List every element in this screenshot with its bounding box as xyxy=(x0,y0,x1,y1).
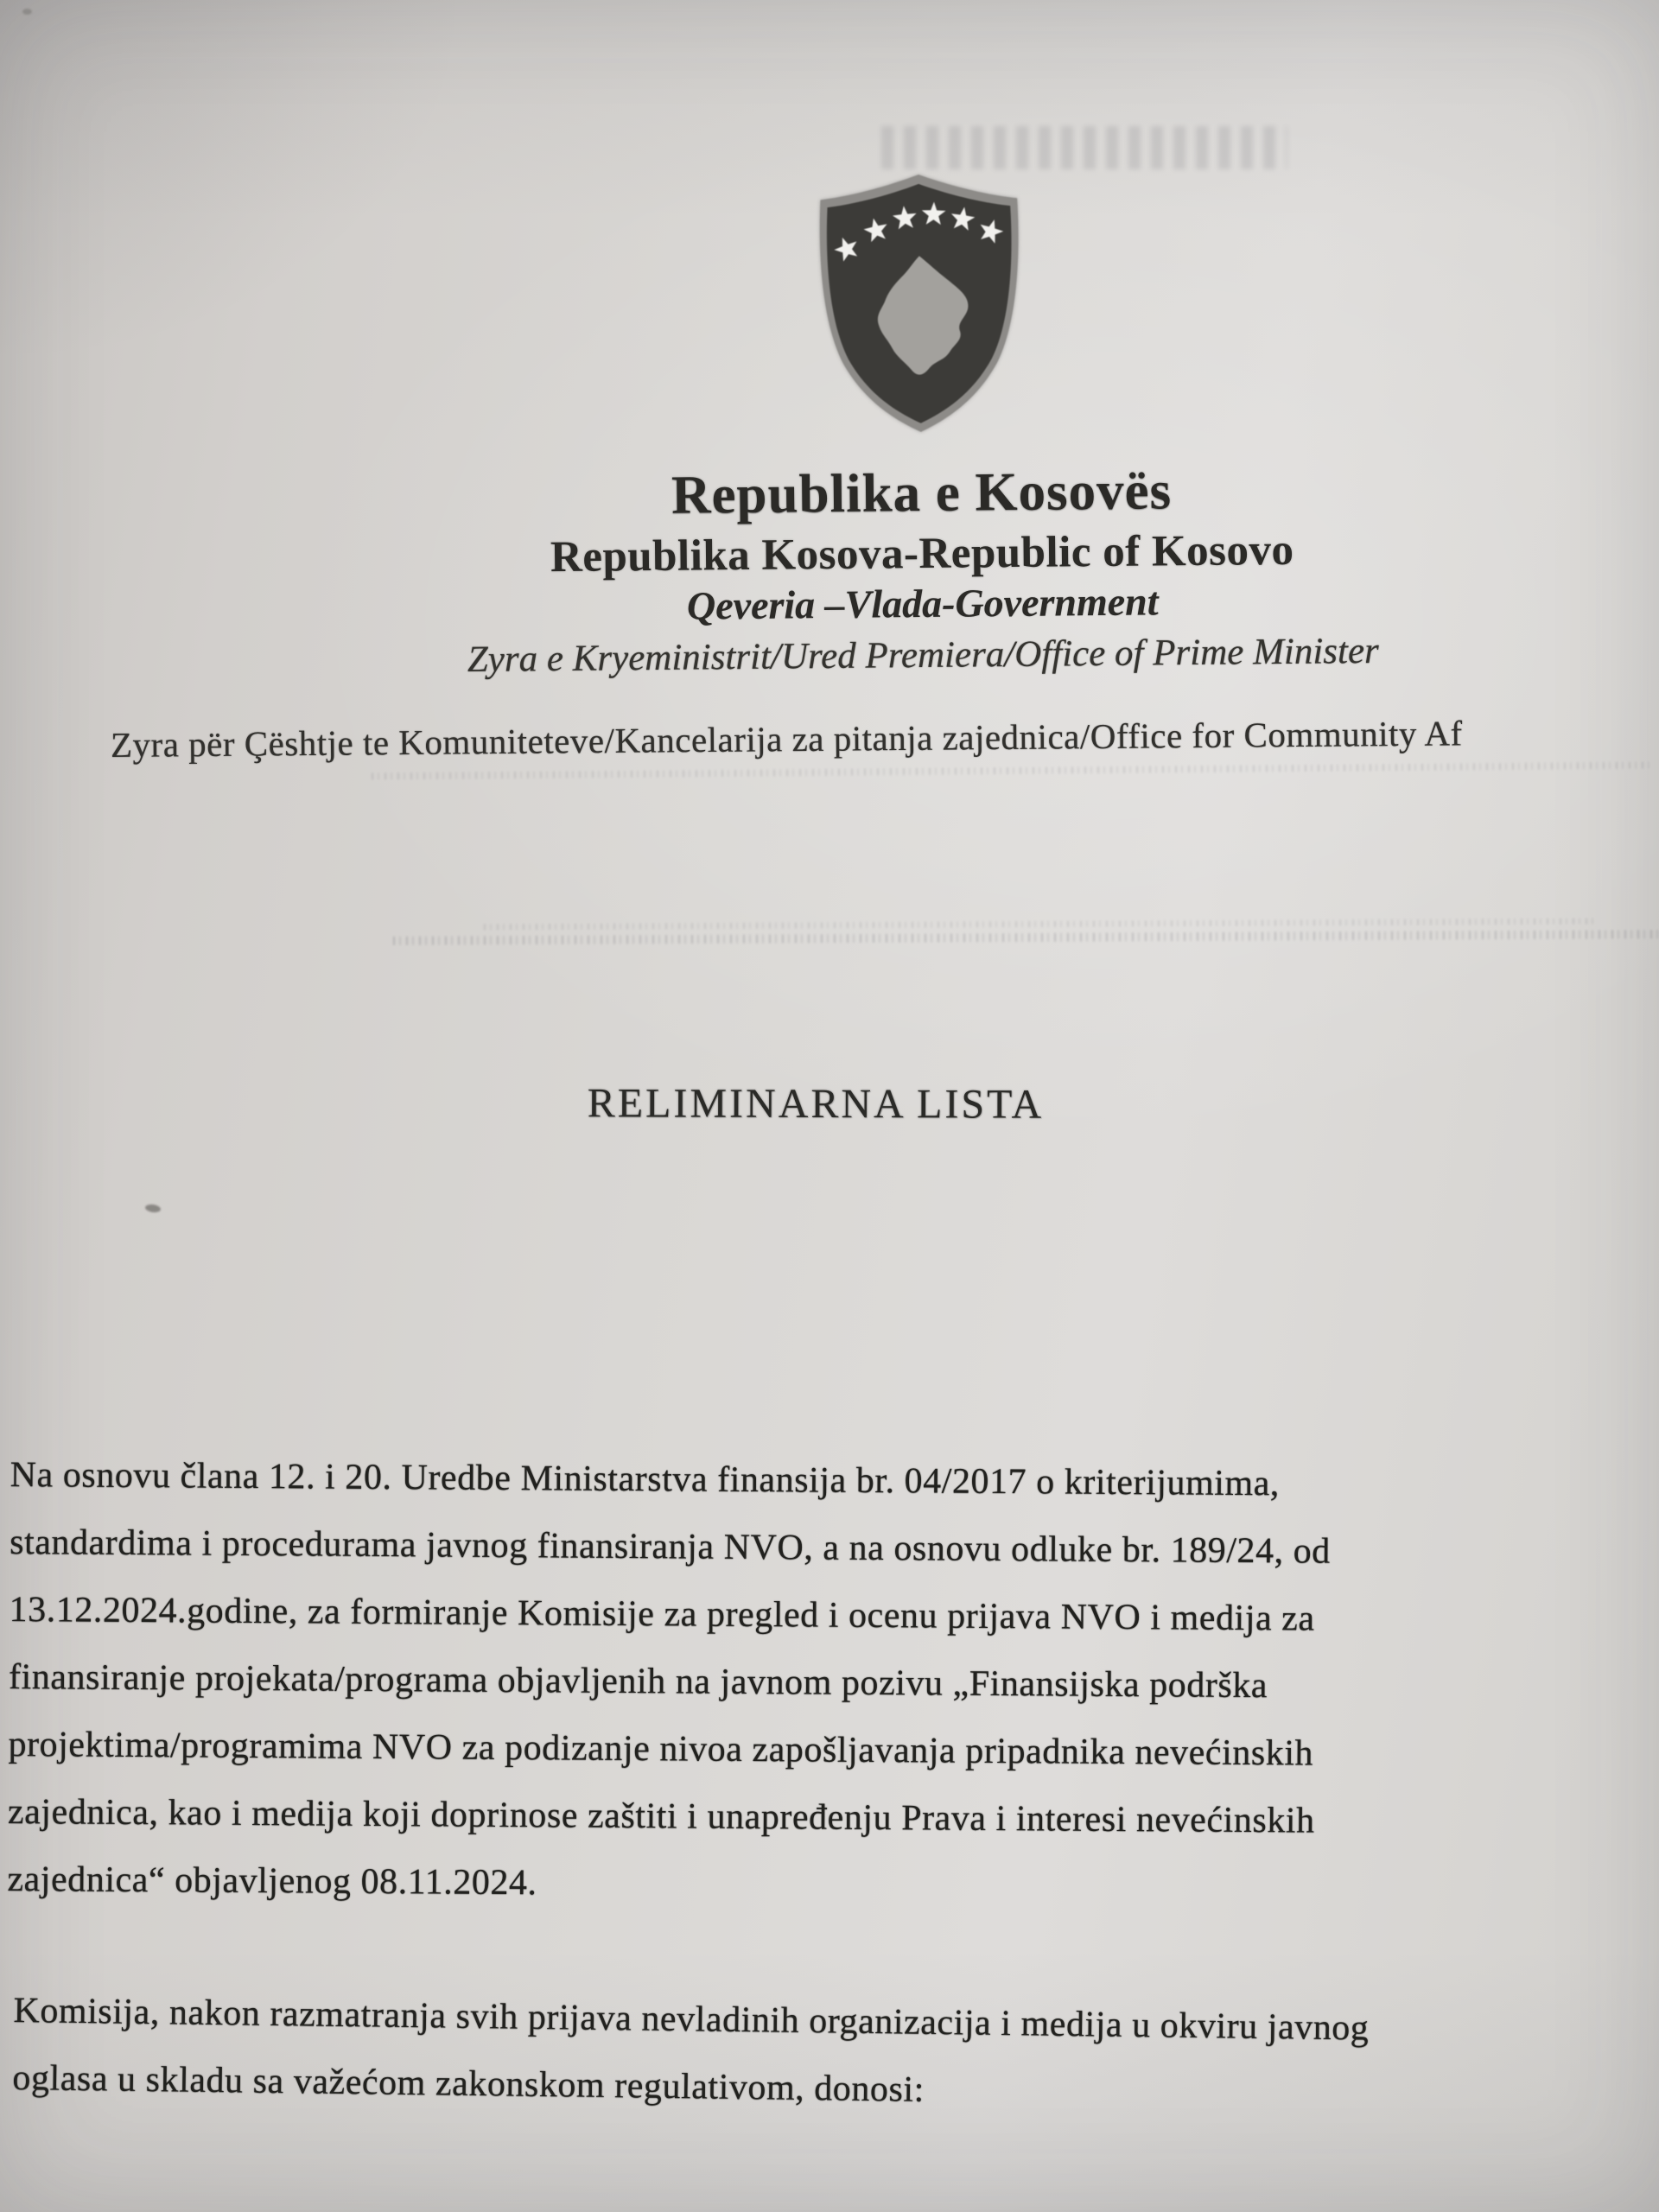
kosovo-coat-of-arms-icon xyxy=(794,169,1046,438)
paragraph-commission-decision xyxy=(12,1977,1659,2133)
body-line: finansiranje projekata/programa objavljenih na javnom pozivu „Finansijska podrška xyxy=(8,1656,1268,1707)
body-line: zajednica“ objavljenog 08.11.2024. xyxy=(7,1859,537,1904)
letterhead xyxy=(178,0,1659,715)
body-line: oglasa u skladu sa važećom zakonskom regulativom, donosi: xyxy=(12,2057,925,2110)
ink-bleed-smudge xyxy=(881,126,1287,169)
paper-speck xyxy=(22,9,32,15)
paragraph-legal-basis xyxy=(7,1441,1659,1924)
body-line: 13.12.2024.godine, za formiranje Komisije za pregled i ocenu prijava NVO i medija za xyxy=(9,1589,1315,1639)
faded-print-row xyxy=(372,762,1650,780)
pm-office-line: Zyra e Kryeministrit/Ured Premiera/Office of Prime Minister xyxy=(467,630,1380,681)
paper-speck xyxy=(144,1204,161,1213)
republic-title-albanian: Republika e Kosovës xyxy=(671,460,1173,525)
body-line: standardima i procedurama javnog finansiranja NVO, a na osnovu odluke br. 189/24, od xyxy=(10,1522,1331,1572)
republic-title-bilingual: Republika Kosova-Republic of Kosovo xyxy=(550,525,1294,582)
faded-print-row xyxy=(484,918,1599,931)
government-line: Qeveria –Vlada-Government xyxy=(686,579,1159,628)
body-line: projektima/programima NVO za podizanje nivoa zapošljavanja pripadnika nevećinskih xyxy=(8,1724,1314,1774)
preliminary-list-heading: RELIMINARNA LISTA xyxy=(587,1080,1045,1128)
faded-print-row xyxy=(393,930,1659,945)
body-line: zajednica, kao i medija koji doprinose zaštiti i unapređenju Prava i interesi nevećinskih xyxy=(7,1791,1315,1841)
community-office-line: Zyra për Çështje te Komuniteteve/Kancelarija za pitanja zajednica/Office for Community Af xyxy=(110,713,1463,765)
body-line: Komisija, nakon razmatranja svih prijava nevladinih organizacija i medija u okviru javnog xyxy=(13,1990,1370,2049)
body-line: Na osnovu člana 12. i 20. Uredbe Ministarstva finansija br. 04/2017 o kriterijumima, xyxy=(10,1454,1281,1504)
